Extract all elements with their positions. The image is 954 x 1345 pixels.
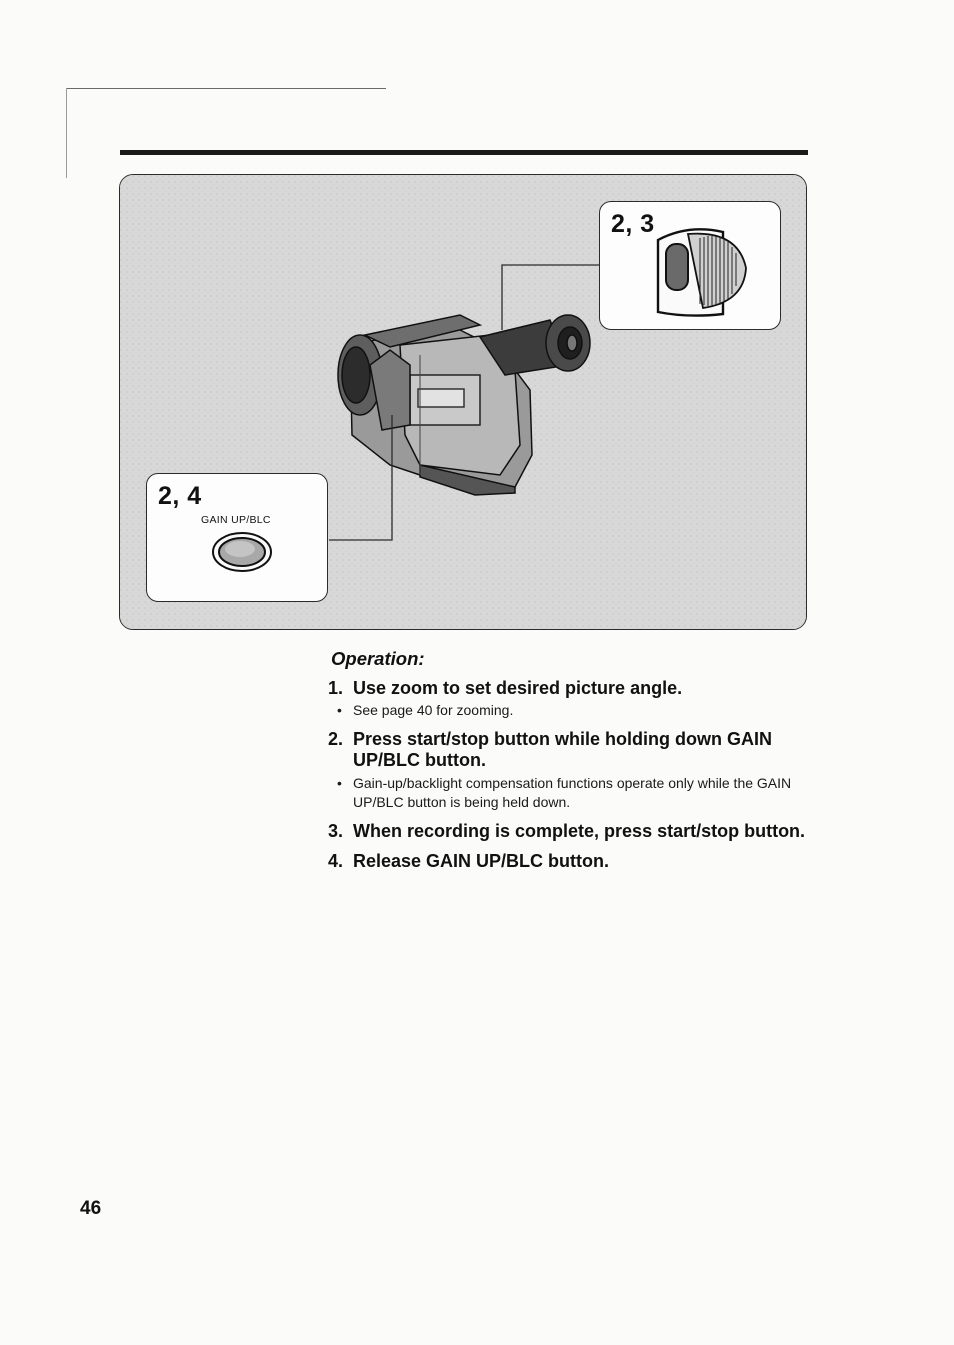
operation-steps (328, 678, 808, 872)
step-text: When recording is complete, press start/stop button. (353, 821, 806, 841)
step-3 (328, 821, 808, 842)
step-text: Use zoom to set desired picture angle. (353, 678, 683, 698)
step-1-note (328, 701, 808, 720)
page-number: 46 (80, 1198, 102, 1219)
step-2 (328, 729, 808, 771)
header-rule (66, 88, 386, 89)
gain-up-blc-button-icon (209, 529, 279, 575)
callout-step-ref: 2, 3 (611, 210, 655, 238)
gain-up-blc-label: GAIN UP/BLC (201, 514, 271, 526)
step-4 (328, 851, 808, 872)
bullet: • (337, 775, 342, 791)
note-text: See page 40 for zooming. (353, 702, 514, 718)
step-number: 2. (328, 729, 344, 749)
step-number: 3. (328, 821, 344, 841)
section-divider-bar (120, 150, 808, 155)
start-stop-callout (599, 201, 781, 330)
bullet: • (337, 702, 342, 718)
operation-heading: Operation: (331, 648, 425, 669)
step-1 (328, 678, 808, 699)
note-text: Gain-up/backlight compensation functions operate only while the GAIN UP/BLC button is being held down. (353, 775, 792, 810)
header-rule-vertical (66, 88, 67, 178)
step-2-note (328, 774, 808, 812)
step-text: Press start/stop button while holding down GAIN UP/BLC button. (353, 729, 773, 770)
step-text: Release GAIN UP/BLC button. (353, 851, 610, 871)
start-stop-button-icon (648, 222, 768, 322)
callout-step-ref: 2, 4 (158, 482, 202, 510)
gain-up-blc-callout (146, 473, 328, 602)
step-number: 4. (328, 851, 344, 871)
step-number: 1. (328, 678, 344, 698)
